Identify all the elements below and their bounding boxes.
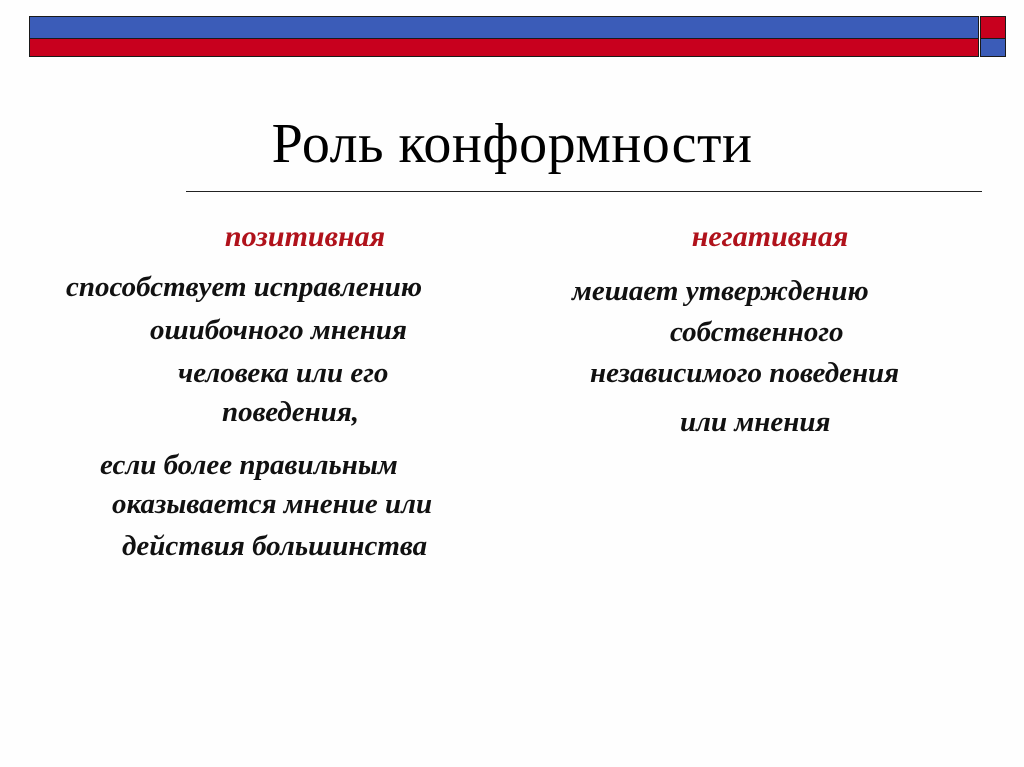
negative-line: мешает утверждению xyxy=(572,275,869,307)
positive-line: человека или его xyxy=(178,357,389,389)
negative-heading: негативная xyxy=(691,220,849,253)
title-divider xyxy=(186,191,982,192)
positive-line: ошибочного мнения xyxy=(150,314,407,346)
positive-line: поведения, xyxy=(222,396,360,428)
corner-blue-square xyxy=(980,39,1006,57)
top-blue-bar xyxy=(29,16,979,39)
positive-line: способствует исправлению xyxy=(66,271,423,303)
negative-line: или мнения xyxy=(680,406,831,438)
positive-line: оказывается мнение или xyxy=(112,488,433,520)
negative-line: независимого поведения xyxy=(590,357,900,389)
positive-line: если более правильным xyxy=(100,449,398,481)
negative-line: собственного xyxy=(670,316,844,348)
positive-heading: позитивная xyxy=(224,220,386,253)
positive-line: действия большинства xyxy=(122,530,428,562)
corner-red-square xyxy=(980,16,1006,39)
slide-title: Роль конформности xyxy=(271,113,753,175)
top-red-bar xyxy=(29,39,979,57)
